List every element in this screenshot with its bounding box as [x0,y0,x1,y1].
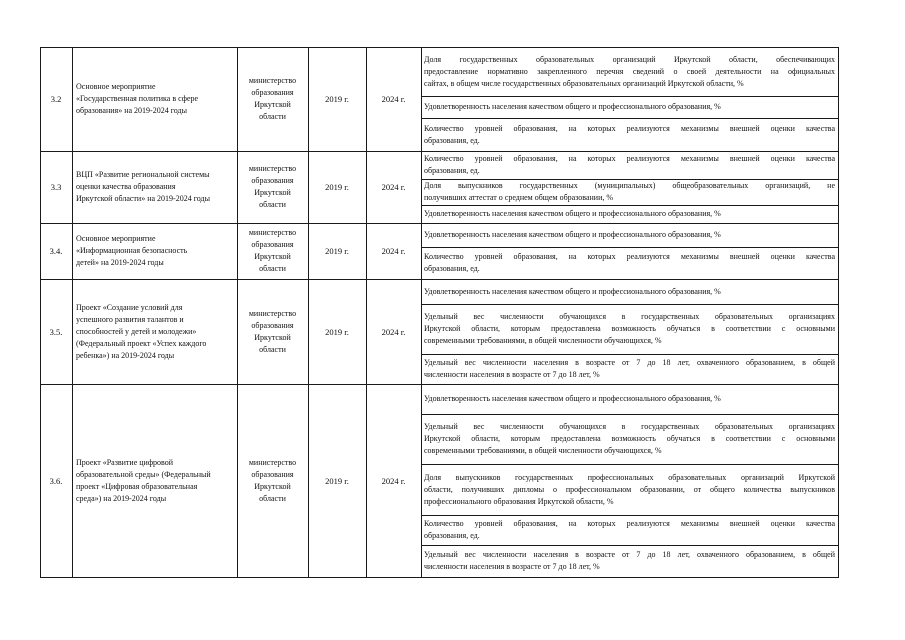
table-hline [40,384,839,385]
table-vline [72,47,73,578]
indicator-text: Доля выпускников государственных профессиональных образовательных организаций Иркутской [424,472,835,482]
measure-name: детей» на 2019-2024 годы [76,258,164,267]
table-hline [40,577,839,578]
table-hline [40,47,839,48]
table-hline [40,223,839,224]
indicator-text: профессионального образования Иркутской области, % [424,496,614,506]
indicator-text: Количество уровней образования, на которых реализуются механизмы внешней оценки качества [424,123,835,133]
end-year: 2024 г. [381,182,406,192]
indicator-text: Удовлетворенность населения качеством общего и профессионального образования, % [424,209,721,218]
measure-name: Иркутской области» на 2019-2024 годы [76,194,210,203]
executor: министерство [248,228,297,237]
executor: образования [251,320,294,330]
indicator-divider [421,464,839,465]
indicator-text: Удовлетворенность населения качеством общего и профессионального образования, % [424,230,721,239]
measure-name: проект «Цифровая образовательная [76,481,198,491]
indicator-divider [421,205,839,206]
executor: Иркутской [254,188,291,197]
start-year: 2019 г. [325,326,349,337]
end-year: 2024 г. [381,475,406,486]
row-number: 3.5. [49,326,63,337]
executor: области [259,200,286,209]
measure-name: (Федеральный проект «Успех каждого [76,338,207,348]
table-hline [40,151,839,152]
indicator-divider [421,304,839,305]
row-number: 3.4. [49,246,63,256]
indicator-text: образования, ед. [424,166,480,175]
start-year: 2019 г. [325,475,349,486]
table-vline [308,47,309,578]
table-vline [838,47,839,578]
table-vline [237,47,238,578]
table-vline [421,47,422,578]
indicator-text: современными требованиями, в общей численности обучающихся, % [424,336,662,345]
executor: министерство [248,164,297,173]
executor: области [259,112,286,121]
indicator-text: Количество уровней образования, на которых реализуются механизмы внешней оценки качества [424,154,835,163]
executor: образования [251,176,294,185]
start-year: 2019 г. [325,182,349,192]
measure-name: оценки качества образования [76,182,176,191]
indicator-divider [421,118,839,119]
executor: министерство [248,76,297,85]
measure-name: Основное мероприятие [76,82,156,91]
indicator-text: Количество уровней образования, на которых реализуются механизмы внешней оценки качества [424,519,835,528]
executor: области [259,264,286,273]
indicator-text: сайтах, в общем числе государственных образовательных организаций Иркутской области, % [424,78,744,88]
row-number: 3.6. [49,475,63,486]
indicator-divider [421,247,839,248]
end-year: 2024 г. [381,94,406,104]
indicator-divider [421,515,839,516]
start-year: 2019 г. [325,246,349,256]
executor: министерство [248,308,297,318]
indicator-divider [421,414,839,415]
executor: Иркутской [254,481,291,491]
executor: образования [251,469,294,479]
executor: Иркутской [254,252,291,261]
indicator-text: Иркутской области, которым предоставлена возможность обучаться в соответствии с основными [424,434,835,443]
indicator-text: Удельный вес численности населения в возрасте от 7 до 18 лет, охваченного образованием, в общей [424,358,835,367]
executor: области [259,493,286,503]
indicator-text: Удельный вес численности населения в возрасте от 7 до 18 лет, охваченного образованием, в общей [424,550,835,559]
indicator-text: образования, ед. [424,531,480,540]
indicator-text: Доля государственных образовательных организаций Иркутской области, обеспечивающих [424,54,835,64]
measure-name: «Информационная безопасность [76,246,188,255]
measure-name: образовательной среды» (Федеральный [76,469,211,479]
indicator-text: Количество уровней образования, на которых реализуются механизмы внешней оценки качества [424,252,835,261]
row-number: 3.3 [50,182,62,192]
indicator-text: численности населения в возрасте от 7 до 18 лет, % [424,370,600,379]
indicator-text: области, получивших дипломы о профессиональном образовании, от общего количества выпускников [424,484,835,494]
indicator-divider [421,545,839,546]
indicator-text: предоставление нормативно закрепленного перечня сведений о своей деятельности на официальных [424,66,835,76]
table-vline [366,47,367,578]
indicator-text: Удовлетворенность населения качеством общего и профессионального образования, % [424,394,721,403]
executor: Иркутской [254,100,291,109]
indicator-text: Удельный вес численности обучающихся в государственных образовательных организациях [424,422,835,431]
measure-name: Проект «Развитие цифровой [76,457,173,467]
table-vline [40,47,41,578]
indicator-text: Иркутской области, которым предоставлена возможность обучаться в соответствии с основными [424,324,835,333]
indicator-text: Удельный вес численности обучающихся в государственных образовательных организациях [424,312,835,321]
indicator-divider [421,96,839,97]
executor: министерство [248,457,297,467]
measure-name: «Государственная политика в сфере [76,94,199,103]
end-year: 2024 г. [381,246,406,256]
measure-name: ребенка») на 2019-2024 годы [76,350,175,360]
table-hline [40,279,839,280]
indicator-text: Удовлетворенность населения качеством общего и профессионального образования, % [424,102,721,111]
executor: образования [251,240,294,249]
measure-name: Основное мероприятие [76,234,156,243]
indicator-text: получивших аттестат о среднем общем образовании, % [424,193,614,202]
indicator-text: Удовлетворенность населения качеством общего и профессионального образования, % [424,286,721,296]
indicator-text: современными требованиями, в общей численности обучающихся, % [424,446,662,455]
indicator-divider [421,354,839,355]
measure-name: ВЦП «Развитие региональной системы [76,170,210,179]
executor: Иркутской [254,332,291,342]
measure-name: успешного развития талантов и [76,314,184,324]
indicator-text: численности населения в возрасте от 7 до 18 лет, % [424,562,600,571]
start-year: 2019 г. [325,94,349,104]
measure-name: среда») на 2019-2024 годы [76,493,167,503]
executor: образования [251,88,294,97]
measure-name: образования» на 2019-2024 годы [76,106,187,115]
measure-name: способностей у детей и молодежи» [76,326,197,336]
indicator-text: образования, ед. [424,135,480,145]
row-number: 3.2 [50,94,62,104]
end-year: 2024 г. [381,326,406,337]
executor: области [259,344,286,354]
indicator-text: образования, ед. [424,264,480,273]
indicator-text: Доля выпускников государственных (муниципальных) общеобразовательных организаций, не [424,181,835,190]
measure-name: Проект «Создание условий для [76,302,183,312]
